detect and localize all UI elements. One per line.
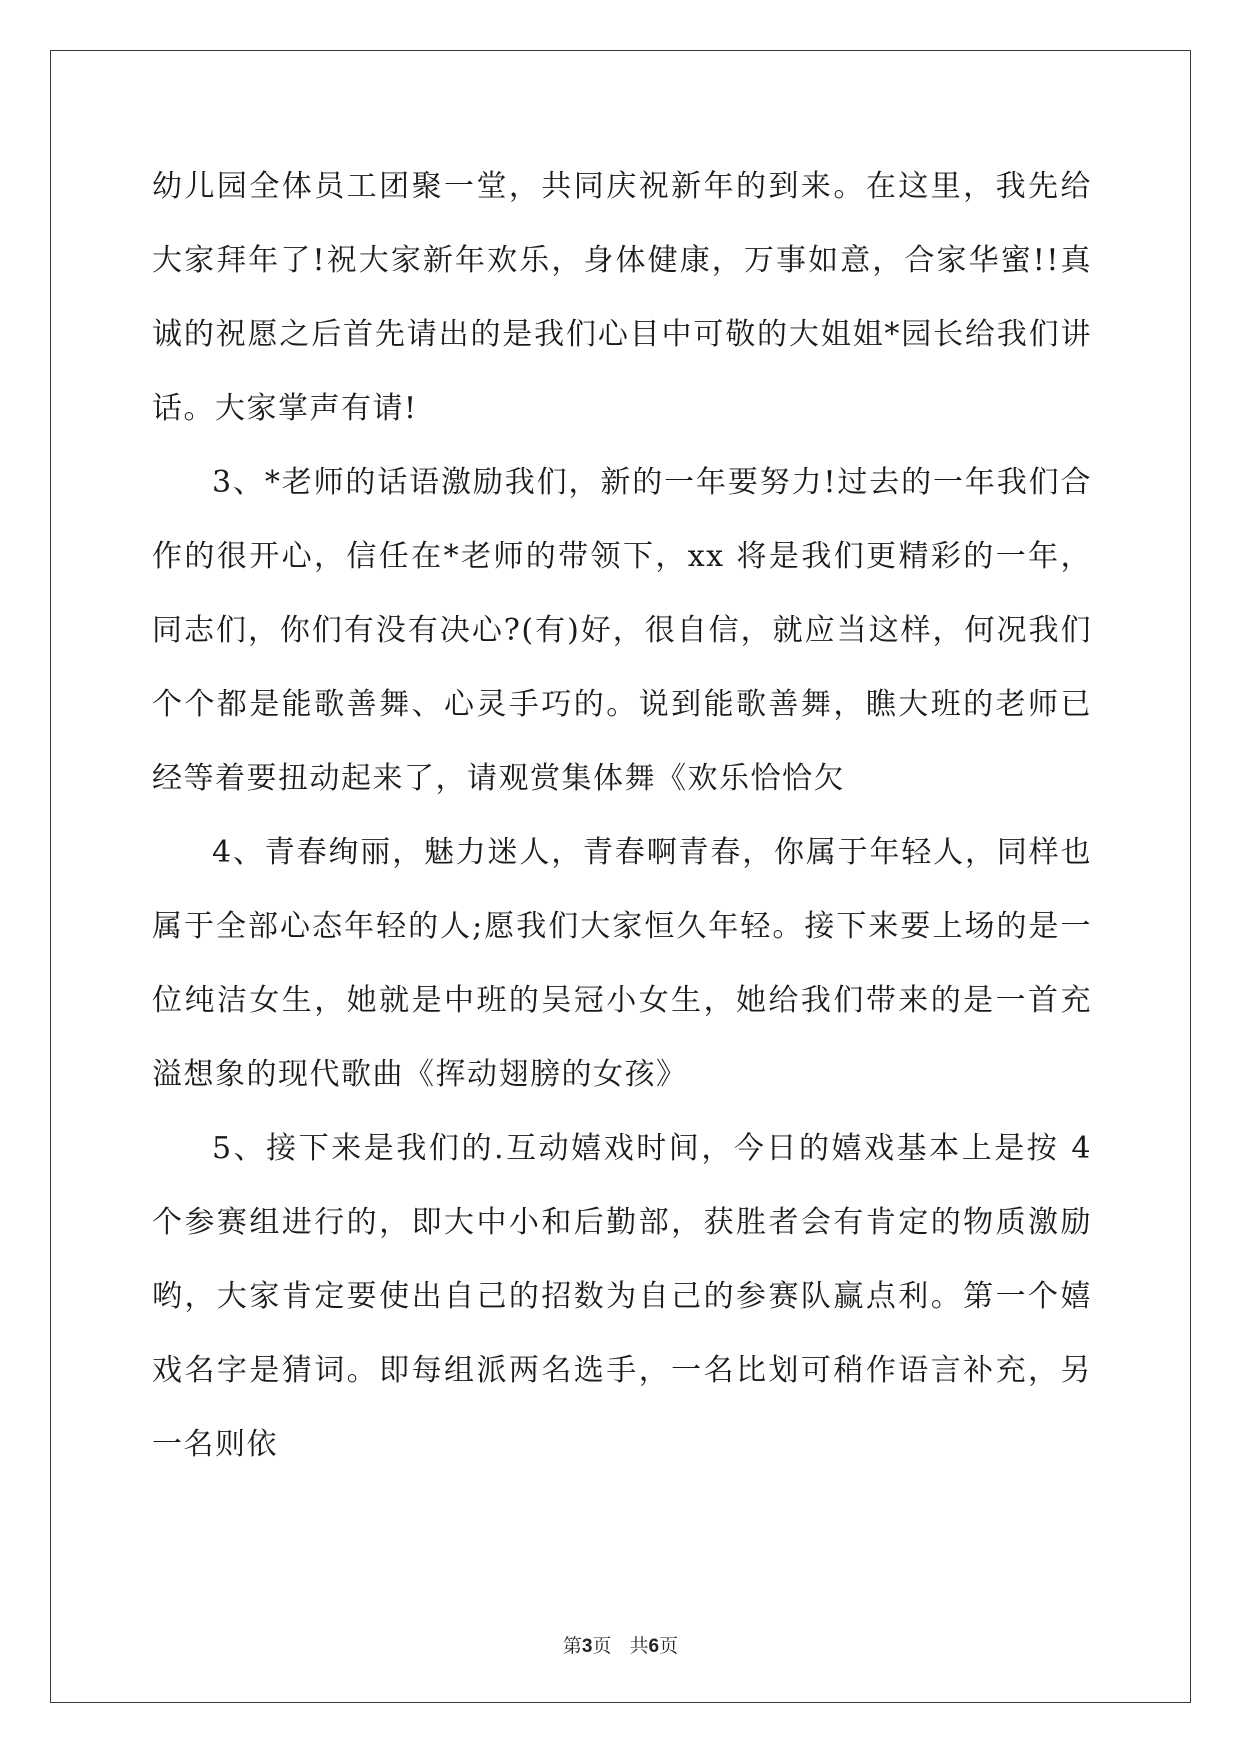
page-suffix: 页 <box>592 1635 612 1657</box>
paragraph-3: 4、青春绚丽，魅力迷人，青春啊青春，你属于年轻人，同样也属于全部心态年轻的人;愿我们大家恒久年轻。接下来要上场的是一位纯洁女生，她就是中班的吴冠小女生，她给我们带来的是一首充溢想象的现代歌曲《挥动翅膀的女孩》 <box>152 835 1092 1092</box>
page-footer <box>0 1631 1241 1658</box>
paragraph-1: 幼儿园全体员工团聚一堂，共同庆祝新年的到来。在这里，我先给大家拜年了!祝大家新年欢乐，身体健康，万事如意，合家华蜜!!真诚的祝愿之后首先请出的是我们心目中可敬的大姐姐*园长给我们讲话。大家掌声有请! <box>152 169 1092 426</box>
total-suffix: 页 <box>659 1635 679 1657</box>
page-number: 3 <box>581 1636 593 1657</box>
document-body <box>152 150 1092 1482</box>
paragraph-4: 5、接下来是我们的.互动嬉戏时间，今日的嬉戏基本上是按 4 个参赛组进行的，即大中小和后勤部，获胜者会有肯定的物质激励哟，大家肯定要使出自己的招数为自己的参赛队赢点利。第一个嬉戏名字是猜词。即每组派两名选手，一名比划可稍作语言补充，另一名则依 <box>152 1131 1092 1462</box>
total-pages: 6 <box>648 1636 660 1657</box>
total-prefix: 共 <box>629 1635 649 1657</box>
paragraph-2: 3、*老师的话语激励我们，新的一年要努力!过去的一年我们合作的很开心，信任在*老师的带领下，xx 将是我们更精彩的一年，同志们，你们有没有决心?(有)好，很自信，就应当这样，何况我们个个都是能歌善舞、心灵手巧的。说到能歌善舞，瞧大班的老师已经等着要扭动起来了，请观赏集体舞《欢乐恰恰欠 <box>152 465 1092 796</box>
page-prefix: 第 <box>562 1635 582 1657</box>
